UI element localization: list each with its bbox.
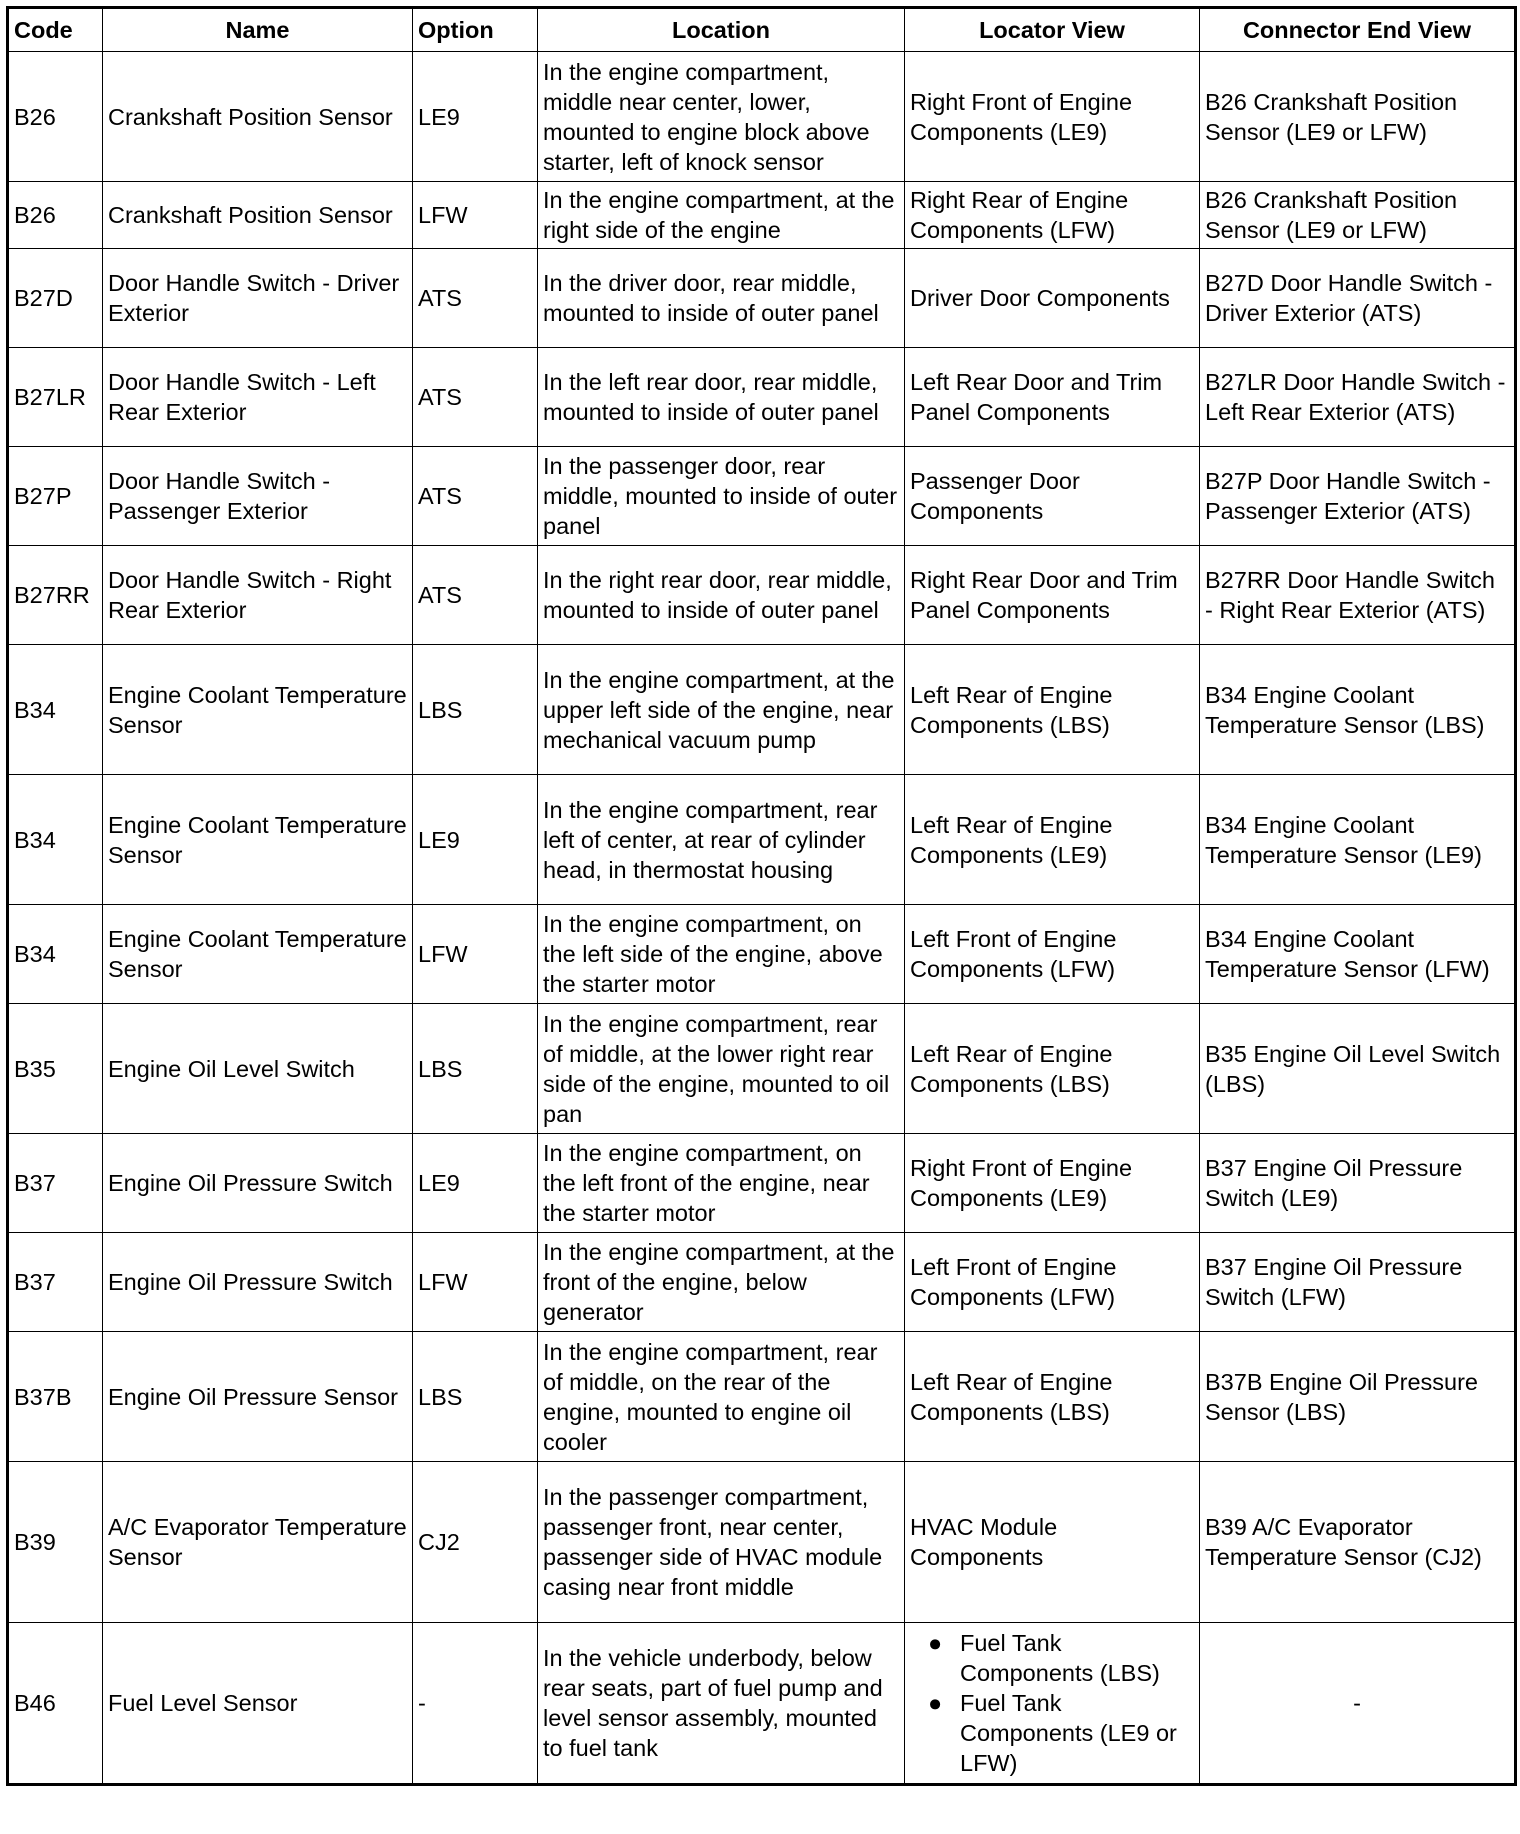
cell-location: In the engine compartment, rear of middle, on the rear of the engine, mounted to engine oil cooler	[538, 1332, 905, 1462]
cell-location: In the passenger compartment, passenger front, near center, passenger side of HVAC module casing near front middle	[538, 1462, 905, 1623]
cell-locator-view	[905, 1623, 1200, 1785]
component-locator-table	[6, 6, 1517, 1786]
table-row	[8, 182, 1516, 249]
cell-connector-end-view: B34 Engine Coolant Temperature Sensor (LBS)	[1200, 645, 1516, 775]
cell-code: B34	[8, 775, 103, 905]
bullet-icon: ●	[928, 1630, 943, 1656]
cell-option: ATS	[413, 348, 538, 447]
header-option: Option	[413, 8, 538, 52]
cell-locator-view: Driver Door Components	[905, 249, 1200, 348]
cell-connector-end-view: B27P Door Handle Switch - Passenger Exterior (ATS)	[1200, 447, 1516, 546]
cell-name: Door Handle Switch - Left Rear Exterior	[103, 348, 413, 447]
cell-name: Engine Oil Pressure Switch	[103, 1134, 413, 1233]
cell-code: B34	[8, 905, 103, 1004]
cell-option: ATS	[413, 249, 538, 348]
cell-connector-end-view: B37 Engine Oil Pressure Switch (LFW)	[1200, 1233, 1516, 1332]
cell-code: B37	[8, 1134, 103, 1233]
table-row	[8, 645, 1516, 775]
table-header	[8, 8, 1516, 52]
cell-connector-end-view: B34 Engine Coolant Temperature Sensor (LE9)	[1200, 775, 1516, 905]
table-row	[8, 775, 1516, 905]
header-connector-end-view: Connector End View	[1200, 8, 1516, 52]
cell-locator-view: Left Rear of Engine Components (LBS)	[905, 1004, 1200, 1134]
cell-locator-view: Left Rear of Engine Components (LBS)	[905, 645, 1200, 775]
cell-locator-view: Left Rear of Engine Components (LBS)	[905, 1332, 1200, 1462]
cell-name: Engine Coolant Temperature Sensor	[103, 645, 413, 775]
cell-connector-end-view: B27D Door Handle Switch - Driver Exterior (ATS)	[1200, 249, 1516, 348]
table-row	[8, 1332, 1516, 1462]
cell-location: In the driver door, rear middle, mounted to inside of outer panel	[538, 249, 905, 348]
locator-view-item-label: Fuel Tank Components (LBS)	[960, 1630, 1160, 1686]
cell-connector-end-view: B34 Engine Coolant Temperature Sensor (LFW)	[1200, 905, 1516, 1004]
table-row	[8, 1462, 1516, 1623]
cell-connector-end-view: B27RR Door Handle Switch - Right Rear Exterior (ATS)	[1200, 546, 1516, 645]
cell-code: B27LR	[8, 348, 103, 447]
locator-view-list	[910, 1628, 1194, 1778]
cell-name: Engine Oil Level Switch	[103, 1004, 413, 1134]
table-row	[8, 546, 1516, 645]
cell-locator-view: Right Rear Door and Trim Panel Components	[905, 546, 1200, 645]
locator-view-list-item	[910, 1628, 1194, 1688]
cell-connector-end-view: B27LR Door Handle Switch - Left Rear Exterior (ATS)	[1200, 348, 1516, 447]
table-row	[8, 1233, 1516, 1332]
cell-location: In the passenger door, rear middle, mounted to inside of outer panel	[538, 447, 905, 546]
cell-code: B37B	[8, 1332, 103, 1462]
header-name: Name	[103, 8, 413, 52]
cell-name: Engine Oil Pressure Sensor	[103, 1332, 413, 1462]
cell-code: B34	[8, 645, 103, 775]
cell-location: In the engine compartment, rear left of center, at rear of cylinder head, in thermostat housing	[538, 775, 905, 905]
cell-code: B35	[8, 1004, 103, 1134]
cell-code: B26	[8, 182, 103, 249]
cell-option: LBS	[413, 645, 538, 775]
header-code: Code	[8, 8, 103, 52]
cell-code: B27P	[8, 447, 103, 546]
cell-connector-end-view: B37B Engine Oil Pressure Sensor (LBS)	[1200, 1332, 1516, 1462]
cell-connector-end-view: B37 Engine Oil Pressure Switch (LE9)	[1200, 1134, 1516, 1233]
cell-location: In the engine compartment, on the left side of the engine, above the starter motor	[538, 905, 905, 1004]
cell-code: B46	[8, 1623, 103, 1785]
cell-location: In the engine compartment, middle near center, lower, mounted to engine block above starter, left of knock sensor	[538, 52, 905, 182]
table-row	[8, 905, 1516, 1004]
cell-option: LFW	[413, 905, 538, 1004]
cell-option: LBS	[413, 1332, 538, 1462]
cell-name: Engine Coolant Temperature Sensor	[103, 775, 413, 905]
cell-location: In the left rear door, rear middle, mounted to inside of outer panel	[538, 348, 905, 447]
header-row	[8, 8, 1516, 52]
cell-locator-view: Left Front of Engine Components (LFW)	[905, 1233, 1200, 1332]
cell-connector-end-view: -	[1200, 1623, 1516, 1785]
cell-option: ATS	[413, 546, 538, 645]
cell-name: Door Handle Switch - Right Rear Exterior	[103, 546, 413, 645]
header-location: Location	[538, 8, 905, 52]
cell-location: In the vehicle underbody, below rear seats, part of fuel pump and level sensor assembly, mounted to fuel tank	[538, 1623, 905, 1785]
cell-location: In the engine compartment, at the upper left side of the engine, near mechanical vacuum pump	[538, 645, 905, 775]
cell-code: B39	[8, 1462, 103, 1623]
cell-locator-view: Right Rear of Engine Components (LFW)	[905, 182, 1200, 249]
cell-option: LE9	[413, 775, 538, 905]
cell-option: LBS	[413, 1004, 538, 1134]
cell-locator-view: Right Front of Engine Components (LE9)	[905, 52, 1200, 182]
cell-location: In the right rear door, rear middle, mounted to inside of outer panel	[538, 546, 905, 645]
table-row	[8, 1134, 1516, 1233]
cell-locator-view: Right Front of Engine Components (LE9)	[905, 1134, 1200, 1233]
table-row	[8, 1623, 1516, 1785]
cell-option: LE9	[413, 52, 538, 182]
table-row	[8, 52, 1516, 182]
cell-connector-end-view: B26 Crankshaft Position Sensor (LE9 or LFW)	[1200, 182, 1516, 249]
table-row	[8, 1004, 1516, 1134]
table-body	[8, 52, 1516, 1785]
cell-option: LFW	[413, 182, 538, 249]
cell-locator-view: Left Rear of Engine Components (LE9)	[905, 775, 1200, 905]
cell-code: B27D	[8, 249, 103, 348]
cell-name: Crankshaft Position Sensor	[103, 182, 413, 249]
table-row	[8, 249, 1516, 348]
cell-name: Crankshaft Position Sensor	[103, 52, 413, 182]
cell-option: -	[413, 1623, 538, 1785]
cell-code: B37	[8, 1233, 103, 1332]
cell-location: In the engine compartment, on the left front of the engine, near the starter motor	[538, 1134, 905, 1233]
cell-connector-end-view: B35 Engine Oil Level Switch (LBS)	[1200, 1004, 1516, 1134]
cell-option: LE9	[413, 1134, 538, 1233]
header-locator-view: Locator View	[905, 8, 1200, 52]
locator-view-item-label: Fuel Tank Components (LE9 or LFW)	[960, 1690, 1177, 1776]
table-row	[8, 447, 1516, 546]
cell-location: In the engine compartment, rear of middle, at the lower right rear side of the engine, mounted to oil pan	[538, 1004, 905, 1134]
cell-locator-view: HVAC Module Components	[905, 1462, 1200, 1623]
cell-name: Engine Coolant Temperature Sensor	[103, 905, 413, 1004]
cell-option: CJ2	[413, 1462, 538, 1623]
cell-name: Door Handle Switch - Passenger Exterior	[103, 447, 413, 546]
cell-name: A/C Evaporator Temperature Sensor	[103, 1462, 413, 1623]
cell-option: LFW	[413, 1233, 538, 1332]
cell-location: In the engine compartment, at the right side of the engine	[538, 182, 905, 249]
table-row	[8, 348, 1516, 447]
cell-code: B27RR	[8, 546, 103, 645]
cell-option: ATS	[413, 447, 538, 546]
cell-code: B26	[8, 52, 103, 182]
cell-locator-view: Passenger Door Components	[905, 447, 1200, 546]
cell-name: Door Handle Switch - Driver Exterior	[103, 249, 413, 348]
cell-name: Engine Oil Pressure Switch	[103, 1233, 413, 1332]
cell-connector-end-view: B39 A/C Evaporator Temperature Sensor (CJ2)	[1200, 1462, 1516, 1623]
cell-locator-view: Left Rear Door and Trim Panel Components	[905, 348, 1200, 447]
bullet-icon: ●	[928, 1690, 943, 1716]
cell-name: Fuel Level Sensor	[103, 1623, 413, 1785]
cell-location: In the engine compartment, at the front of the engine, below generator	[538, 1233, 905, 1332]
cell-connector-end-view: B26 Crankshaft Position Sensor (LE9 or LFW)	[1200, 52, 1516, 182]
locator-view-list-item	[910, 1688, 1194, 1778]
cell-locator-view: Left Front of Engine Components (LFW)	[905, 905, 1200, 1004]
